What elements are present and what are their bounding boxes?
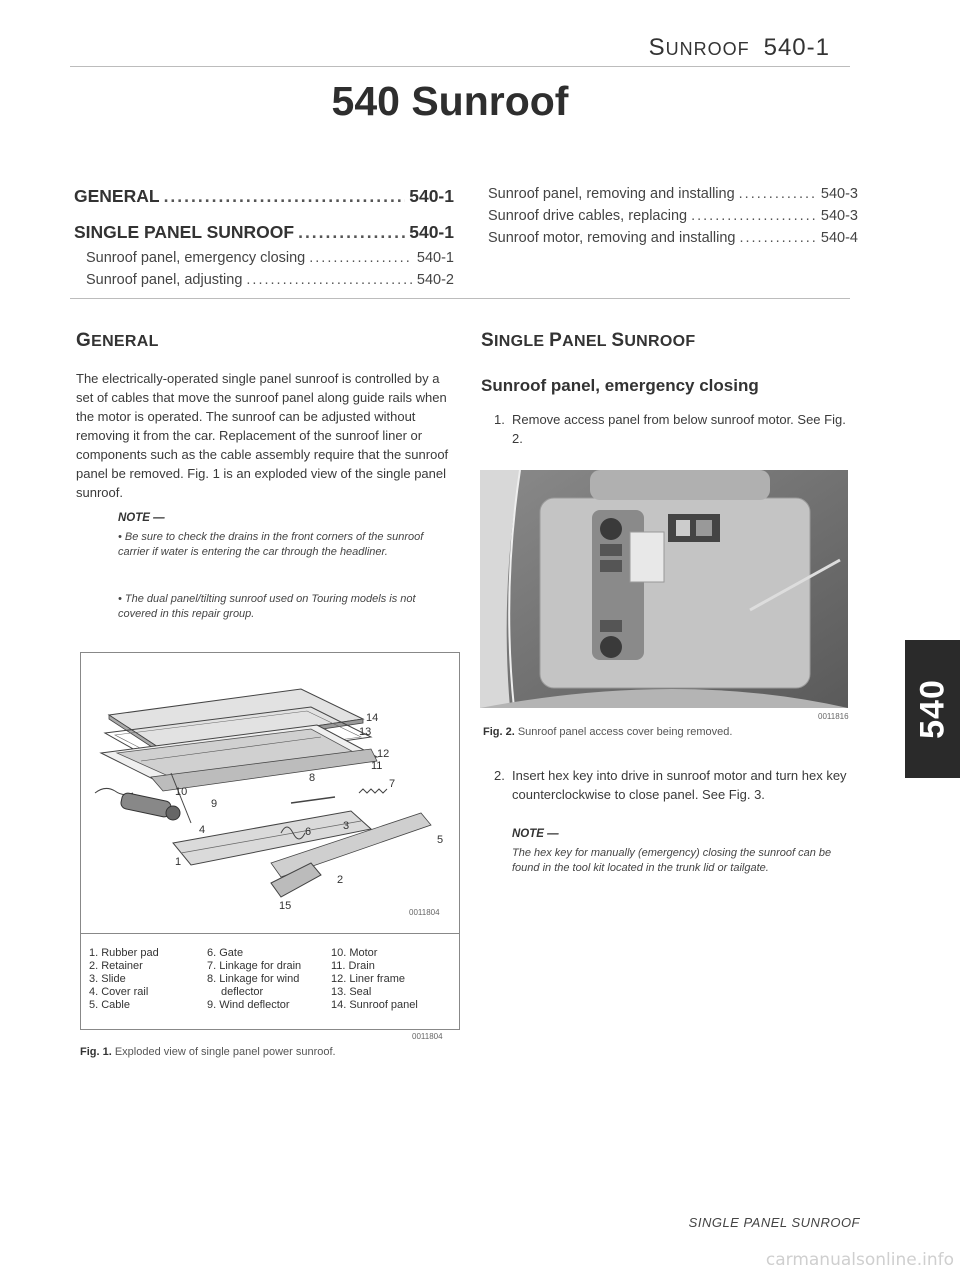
callout-11: 11	[371, 760, 383, 772]
toc-entry-single-panel[interactable]	[74, 222, 454, 250]
callout-1: 1	[175, 856, 182, 868]
general-heading: GENERAL	[76, 330, 159, 351]
toc-page: 540-2	[416, 272, 454, 288]
figure-2-caption: Fig. 2. Sunroof panel access cover being removed.	[483, 726, 733, 738]
step-2-number: 2.	[494, 768, 505, 783]
footer-section: SINGLE PANEL SUNROOF	[688, 1215, 860, 1230]
header-rule	[70, 66, 850, 67]
figure-1-image-id-bottom: 0011804	[412, 1032, 443, 1041]
toc-label: Sunroof panel, adjusting	[86, 272, 243, 288]
callout-8: 8	[309, 772, 316, 784]
general-note-2: • The dual panel/tilting sunroof used on Touring models is not covered in this repair group.	[118, 593, 416, 620]
general-note-1: • Be sure to check the drains in the front corners of the sunroof carrier if water is entering the car through the headliner.	[118, 531, 424, 558]
emergency-closing-subheading: Sunroof panel, emergency closing	[481, 376, 759, 395]
toc-label: Sunroof drive cables, replacing	[488, 208, 688, 224]
single-panel-note-label: NOTE —	[512, 828, 559, 840]
figure-1-image-id: 0011804	[409, 908, 440, 917]
callout-10: 10	[175, 786, 188, 798]
single-panel-note: The hex key for manually (emergency) closing the sunroof can be found in the tool kit located in the trunk lid or tailgate.	[512, 847, 832, 874]
step-1-number: 1.	[494, 412, 505, 427]
legend-col-1: 1. Rubber pad 2. Retainer 3. Slide 4. Cover rail 5. Cable	[89, 947, 159, 1011]
header-page-number: 540-1	[763, 34, 830, 61]
toc-label: Sunroof motor, removing and installing	[488, 230, 736, 246]
toc-entry-drive-cables[interactable]	[488, 208, 858, 230]
toc-page: 540-4	[820, 230, 858, 246]
figure-2-photo	[480, 470, 848, 708]
watermark: carmanualsonline.info	[765, 1250, 954, 1270]
toc-page: 540-3	[820, 186, 858, 202]
toc-page: 540-1	[409, 222, 454, 242]
callout-2: 2	[337, 874, 344, 886]
figure-1	[80, 652, 460, 1030]
figure-2-image-id: 0011816	[818, 712, 849, 721]
toc-entry-adjusting[interactable]	[74, 272, 454, 294]
callout-15: 15	[279, 900, 292, 912]
toc-page: 540-1	[416, 250, 454, 266]
callout-4: 4	[199, 824, 206, 836]
chapter-side-tab: 540	[905, 640, 960, 778]
toc-entry-motor[interactable]	[488, 230, 858, 252]
toc-entry-emergency-closing[interactable]	[74, 250, 454, 272]
callout-6: 6	[305, 826, 312, 838]
toc-label: GENERAL	[74, 186, 160, 206]
toc-rule	[70, 298, 850, 299]
toc-label: Sunroof panel, removing and installing	[488, 186, 735, 202]
toc-page: 540-1	[409, 186, 454, 206]
general-body: The electrically-operated single panel sunroof is controlled by a set of cables that move the sunroof panel along guide rails when the motor is operated. The sunroof can be adjusted without removing it from the car. Replacement of the sunroof liner or components such as the cable assembly require that the sunroof panel be removed. Fig. 1 is an exploded view of the single panel sunroof.	[76, 371, 449, 500]
callout-9: 9	[211, 798, 218, 810]
single-panel-heading: SINGLE PANEL SUNROOF	[481, 330, 696, 351]
toc-right	[488, 186, 858, 252]
legend-col-2: 6. Gate 7. Linkage for drain 8. Linkage for wind deflector 9. Wind deflector	[207, 947, 302, 1011]
access-cover-photo	[480, 470, 848, 708]
callout-13: 13	[359, 726, 372, 738]
callout-12: 12	[377, 748, 390, 760]
toc-left	[74, 186, 454, 294]
general-note-label: NOTE —	[118, 512, 165, 524]
callout-5: 5	[437, 834, 444, 846]
callout-14: 14	[366, 712, 379, 724]
toc-entry-removing-installing[interactable]	[488, 186, 858, 208]
exploded-view-drawing	[81, 653, 459, 923]
toc-entry-general[interactable]	[74, 186, 454, 214]
toc-page: 540-3	[820, 208, 858, 224]
callout-7: 7	[389, 778, 396, 790]
toc-label: Sunroof panel, emergency closing	[86, 250, 306, 266]
legend-col-3: 10. Motor 11. Drain 12. Liner frame 13. Seal 14. Sunroof panel	[331, 947, 418, 1011]
step-1-text: Remove access panel from below sunroof motor. See Fig. 2.	[512, 412, 846, 446]
step-2-text: Insert hex key into drive in sunroof motor and turn hex key counterclockwise to close panel. See Fig. 3.	[512, 768, 847, 802]
header-section-rest: UNROOF	[665, 39, 750, 59]
figure-1-caption: Fig. 1. Exploded view of single panel power sunroof.	[80, 1046, 336, 1058]
callout-3: 3	[343, 820, 350, 832]
running-header	[649, 34, 830, 62]
header-section-initial: S	[648, 34, 666, 61]
chapter-title: 540 Sunroof	[331, 78, 569, 124]
toc-label: SINGLE PANEL SUNROOF	[74, 222, 295, 242]
